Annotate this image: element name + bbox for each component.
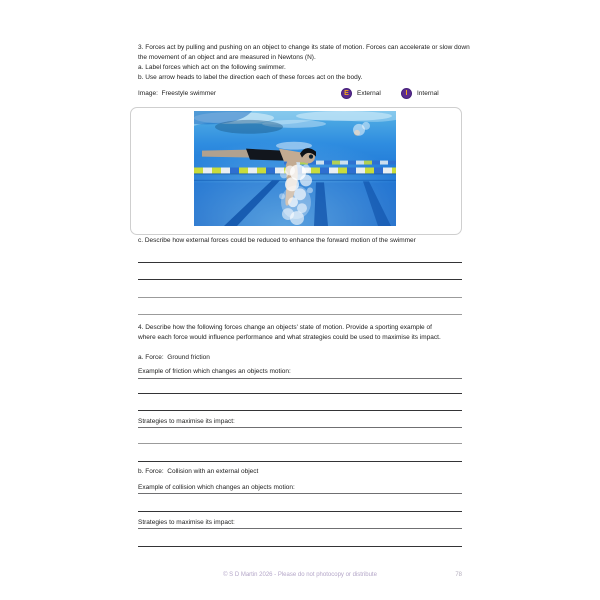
answer-line <box>138 443 462 444</box>
answer-line <box>138 279 462 280</box>
question3-part-c: c. Describe how external forces could be reduced to enhance the forward motion of the swimmer <box>138 237 416 244</box>
freestyle-swimmer-image <box>194 111 396 226</box>
page-number: 78 <box>455 572 462 578</box>
answer-line <box>138 410 462 411</box>
question4b-force-label: b. Force: Collision with an external object <box>138 468 259 475</box>
internal-badge-label: Internal <box>417 90 439 97</box>
internal-badge-letter: I <box>405 90 408 97</box>
label-underline <box>138 528 462 529</box>
answer-line <box>138 393 462 394</box>
image-caption: Image: Freestyle swimmer <box>138 90 217 97</box>
footer-copyright: © S D Martin 2026 - Please do not photocopy or distribute <box>223 572 377 578</box>
question3-part-b: b. Use arrow heads to label the direction each of these forces act on the body. <box>138 74 363 81</box>
external-badge-letter: E <box>344 90 349 97</box>
label-underline <box>138 427 462 428</box>
internal-force-badge-icon <box>401 88 412 99</box>
question3-part-a: a. Label forces which act on the following swimmer. <box>138 64 286 71</box>
label-underline <box>138 493 462 494</box>
external-badge-label: External <box>357 90 381 97</box>
question4b-example-label: Example of collision which changes an objects motion: <box>138 484 295 491</box>
label-underline <box>138 378 462 379</box>
answer-line <box>138 297 462 298</box>
question4-intro: 4. Describe how the following forces change an objects' state of motion. Provide a sporting example of where each force would influence performance and what strategies could be used to maximise its impact. <box>138 324 441 341</box>
answer-line <box>138 262 462 263</box>
question4a-force-label: a. Force: Ground friction <box>138 354 210 361</box>
answer-line <box>138 314 462 315</box>
answer-line <box>138 511 462 512</box>
question3-intro: 3. Forces act by pulling and pushing on an object to change its state of motion. Forces can accelerate or slow down the movement of an object and are measured in Newtons (N). <box>138 44 470 61</box>
external-force-badge-icon <box>341 88 352 99</box>
answer-line <box>138 546 462 547</box>
question4a-example-label: Example of friction which changes an objects motion: <box>138 368 291 375</box>
question4a-strategies-label: Strategies to maximise its impact: <box>138 418 235 425</box>
answer-line <box>138 461 462 462</box>
question4b-strategies-label: Strategies to maximise its impact: <box>138 519 235 526</box>
